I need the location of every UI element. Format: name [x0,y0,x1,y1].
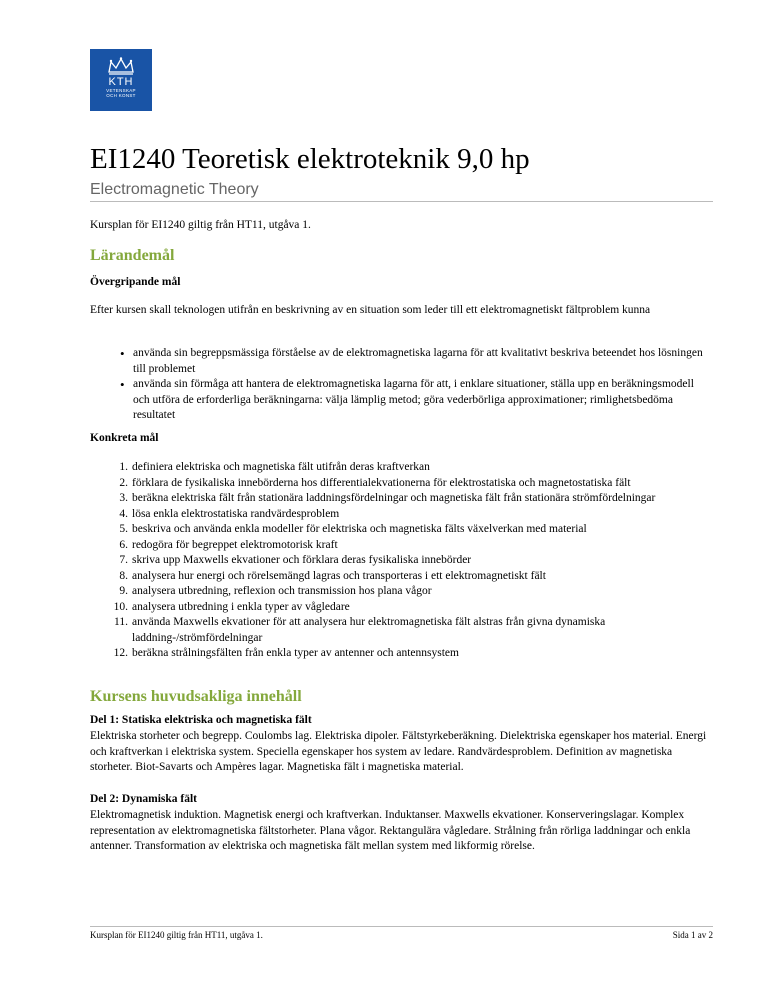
goal-text: lösa enkla elektrostatiska randvärdesproblem [132,507,340,520]
goal-item [90,600,713,616]
logo-name: KTH [108,76,134,88]
goal-number: 6. [119,538,128,551]
subheading-konkreta: Konkreta mål [90,432,159,444]
goal-text: förklara de fysikaliska innebörderna hos differentialekvationerna för elektrostatiska och magnetostatiska fält [132,476,631,489]
course-title: EI1240 Teoretisk elektroteknik 9,0 hp [90,143,530,175]
logo-line1: VETENSKAP [106,88,136,93]
goal-text: redogöra för begreppet elektromotorisk kraft [132,538,338,551]
goal-text: analysera utbredning, reflexion och transmission hos plana vågor [132,585,432,597]
goal-item [90,584,713,600]
goal-text: beskriva och använda enkla modeller för elektriska och magnetiska fälts växelverkan med material [132,523,587,535]
goal-text: analysera utbredning i enkla typer av vågledare [132,600,350,613]
goal-item [90,646,713,662]
goal-text: använda Maxwells ekvationer för att analysera hur elektromagnetiska fält alstras från givna dynamiska laddning-/strömfördelningar [132,616,606,644]
goal-number: 2. [119,476,128,489]
subheading-del2: Del 2: Dynamiska fält [90,793,198,805]
list-item: • använda sin begreppsmässiga förståelse av de elektromagnetiska lagarna för att kvalitativt beskriva beteendet hos lösningen till problemet [120,346,710,377]
goal-number: 11. [114,616,128,628]
del1-paragraph: Elektriska storheter och begrepp. Coulombs lag. Elektriska dipoler. Fältstyrkeberäkning. Dielektriska egenskaper hos material. Energi och kraftverkan i elektriska system. Speciella egenskaper hos system av ledare. Randvärdesproblem. Definition av magnetiska storheter. Biot-Savarts och Ampères lagar. Magnetiska fält i magnetiska material. [90,730,707,773]
goal-item [90,476,713,492]
goal-number: 3. [119,492,128,504]
subheading-del1: Del 1: Statiska elektriska och magnetiska fält [90,714,312,726]
page-number: Sida 1 av 2 [672,930,713,940]
title-divider [90,201,713,202]
kth-logo [90,49,152,111]
subheading-overgripande: Övergripande mål [90,276,181,288]
validity-text: Kursplan för EI1240 giltig från HT11, utgåva 1. [90,219,311,231]
goal-text: beräkna elektriska fält från stationära laddningsfördelningar och magnetiska fält från stationära strömfördelningar [132,492,656,504]
overgripande-list [90,346,710,424]
goal-item [90,615,713,646]
goal-number: 4. [119,507,128,520]
goal-text: analysera hur energi och rörelsemängd lagras och transporteras i ett elektromagnetiskt fält [132,569,546,582]
goal-number: 8. [119,569,128,582]
goal-item [90,553,713,569]
footer-left-text: Kursplan för EI1240 giltig från HT11, utgåva 1. [90,930,263,940]
intro-paragraph: Efter kursen skall teknologen utifrån en beskrivning av en situation som leder till ett elektromagnetiskt fältproblem kunna [90,304,651,316]
list-item: • använda sin förmåga att hantera de elektromagnetiska lagarna för att, i enklare situationer, ställa upp en beräkningsmodell och utföra de erforderliga beräkningarna: välja lämplig metod; göra vederbörliga approximationer; rimlighetsbedöma resultatet [120,377,710,424]
goal-item [90,491,713,507]
goal-number: 12. [113,647,128,659]
goal-item [90,538,713,554]
crown-icon [106,57,136,75]
goal-text: beräkna strålningsfälten från enkla typer av antenner och antennsystem [132,647,459,659]
goal-item [90,569,713,585]
goal-text: skriva upp Maxwells ekvationer och förklara deras fysikaliska innebörder [132,554,472,566]
logo-line2: OCH KONST [106,93,136,98]
goal-number: 7. [119,554,128,566]
section-heading-innehall: Kursens huvudsakliga innehåll [90,688,302,705]
goal-text: definiera elektriska och magnetiska fält utifrån deras kraftverkan [132,461,430,473]
section-heading-larandemal: Lärandemål [90,247,175,264]
goal-number: 10. [113,600,128,613]
goal-number: 1. [119,461,128,473]
konkreta-list [90,460,713,662]
goal-number: 5. [119,523,128,535]
footer-divider [90,926,713,927]
del2-paragraph: Elektromagnetisk induktion. Magnetisk energi och kraftverkan. Induktanser. Maxwells ekvationer. Konserveringslagar. Komplex representation av elektromagnetiska fältstorheter. Plana vågor. Rektangulära vågledare. Strålning från rörliga laddningar och enkla antenner. Transformation av elektriska och magnetiska fält mellan system med likformig rörelse. [90,809,691,852]
goal-item [90,460,713,476]
goal-item [90,507,713,523]
goal-number: 9. [119,585,128,597]
goal-item [90,522,713,538]
course-subtitle: Electromagnetic Theory [90,181,259,198]
